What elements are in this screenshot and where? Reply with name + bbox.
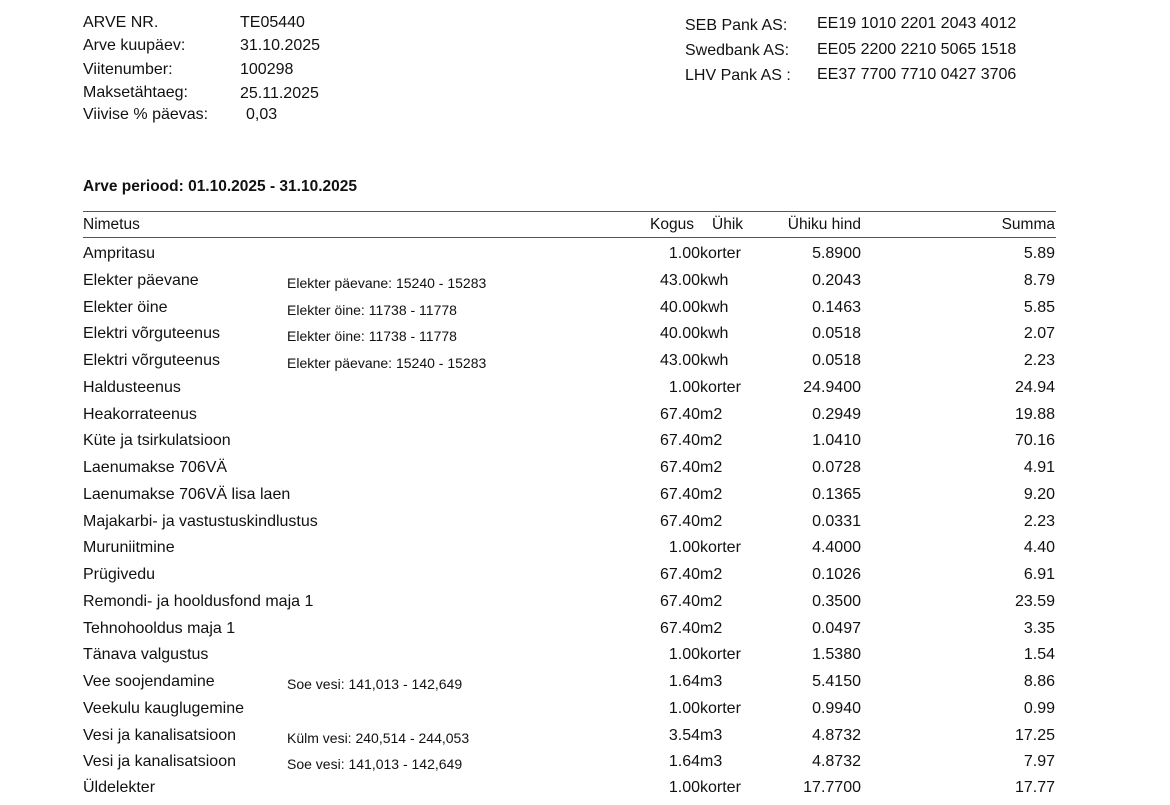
- row-quantity: 1.00: [668, 646, 700, 664]
- row-name: Muruniitmine: [83, 539, 175, 557]
- row-unit-price: 0.2043: [812, 271, 861, 289]
- row-unit: m2: [700, 432, 723, 450]
- row-sum: 23.59: [1014, 592, 1055, 610]
- row-unit: kwh: [700, 298, 729, 316]
- row-meter-note: Elekter öine: 11738 - 11778: [287, 328, 457, 345]
- row-unit-price: 0.0518: [812, 352, 861, 369]
- table-row: [0, 646, 1170, 672]
- row-quantity: 1.00: [668, 699, 700, 717]
- table-row: [0, 352, 1170, 378]
- header-unit-price: Ühiku hind: [787, 216, 861, 233]
- row-unit: m2: [700, 566, 723, 583]
- bank-label-seb: SEB Pank AS:: [685, 17, 788, 34]
- row-quantity: 1.00: [668, 378, 700, 396]
- field-value-invoice-date: 31.10.2025: [240, 37, 321, 54]
- field-value-reference-number: 100298: [240, 61, 294, 78]
- row-unit-price: 4.8732: [812, 753, 861, 771]
- row-sum: 4.40: [1023, 539, 1055, 557]
- row-sum: 8.86: [1023, 673, 1055, 690]
- row-unit-price: 0.1463: [812, 298, 861, 316]
- row-quantity: 67.40: [659, 592, 700, 610]
- row-unit-price: 0.0518: [812, 325, 861, 343]
- row-name: Küte ja tsirkulatsioon: [83, 432, 231, 450]
- row-sum: 17.25: [1014, 726, 1055, 744]
- row-unit: kwh: [700, 271, 729, 289]
- row-sum: 70.16: [1014, 432, 1055, 450]
- row-unit-price: 24.9400: [803, 378, 861, 396]
- field-label-invoice-date: Arve kuupäev:: [83, 37, 186, 54]
- row-sum: 3.35: [1023, 619, 1055, 637]
- row-unit: m2: [700, 459, 723, 476]
- row-name: Heakorrateenus: [83, 405, 197, 423]
- row-quantity: 1.00: [668, 245, 700, 262]
- row-sum: 8.79: [1023, 271, 1055, 289]
- row-unit: m2: [700, 405, 723, 423]
- row-unit: m3: [700, 673, 723, 690]
- row-name: Elektri võrguteenus: [83, 352, 220, 369]
- field-value-invoice-number: TE05440: [240, 14, 305, 31]
- row-quantity: 67.40: [659, 566, 700, 583]
- row-unit: m2: [700, 485, 723, 503]
- row-unit: m2: [700, 512, 723, 530]
- row-sum: 2.23: [1023, 352, 1055, 369]
- row-quantity: 67.40: [659, 405, 700, 423]
- table-row: [0, 593, 1170, 619]
- row-sum: 1.54: [1023, 646, 1055, 664]
- header-sum: Summa: [1001, 216, 1055, 233]
- row-unit-price: 4.4000: [812, 539, 861, 557]
- table-row: [0, 299, 1170, 325]
- bank-label-swedbank: Swedbank AS:: [685, 42, 790, 59]
- row-meter-note: Elekter päevane: 15240 - 15283: [287, 355, 487, 371]
- row-unit: kwh: [700, 352, 729, 369]
- row-unit-price: 4.8732: [812, 726, 861, 744]
- row-quantity: 67.40: [659, 619, 700, 637]
- row-sum: 5.85: [1023, 298, 1055, 316]
- row-sum: 6.91: [1023, 566, 1055, 583]
- table-row: [0, 620, 1170, 646]
- row-meter-note: Soe vesi: 141,013 - 142,649: [287, 756, 463, 773]
- row-unit-price: 1.5380: [812, 646, 861, 664]
- table-row: [0, 566, 1170, 592]
- table-header-bottom-rule: [83, 237, 1056, 238]
- table-row: [0, 486, 1170, 512]
- row-sum: 9.20: [1023, 485, 1055, 503]
- row-unit-price: 5.8900: [812, 245, 861, 262]
- row-unit: korter: [700, 646, 741, 664]
- table-row: [0, 700, 1170, 726]
- row-quantity: 1.64: [668, 753, 700, 771]
- row-meter-note: Soe vesi: 141,013 - 142,649: [287, 676, 463, 692]
- header-unit: Ühik: [712, 216, 744, 233]
- row-name: Elekter öine: [83, 298, 168, 316]
- row-quantity: 43.00: [659, 271, 700, 289]
- row-name: Laenumakse 706VÄ lisa laen: [83, 485, 291, 503]
- table-row-clipped: [0, 779, 1170, 805]
- row-price-clipped: 17.7700: [803, 779, 861, 796]
- row-quantity: 40.00: [659, 325, 700, 343]
- table-row: [0, 459, 1170, 485]
- row-name: Haldusteenus: [83, 378, 181, 396]
- table-row: [0, 406, 1170, 432]
- row-qty-clipped: 1.00: [668, 779, 700, 796]
- bank-iban-lhv: EE37 7700 7710 0427 3706: [817, 66, 1017, 83]
- row-unit-price: 0.1365: [812, 485, 861, 503]
- row-name: Vesi ja kanalisatsioon: [83, 726, 236, 744]
- row-unit-price: 0.0728: [812, 459, 861, 476]
- table-top-rule: [83, 211, 1056, 212]
- bank-iban-seb: EE19 1010 2201 2043 4012: [817, 15, 1017, 32]
- field-value-due-date: 25.11.2025: [240, 85, 319, 102]
- row-unit: m2: [700, 619, 723, 637]
- row-quantity: 3.54: [668, 726, 700, 744]
- row-name: Elektri võrguteenus: [83, 325, 220, 343]
- row-unit-price: 0.1026: [812, 566, 861, 583]
- field-label-reference-number: Viitenumber:: [83, 61, 173, 78]
- row-meter-note: Külm vesi: 240,514 - 244,053: [287, 729, 470, 746]
- header-qty: Kogus: [650, 216, 694, 233]
- header-name: Nimetus: [83, 216, 140, 233]
- field-value-penalty-rate: 0,03: [246, 106, 278, 123]
- row-unit-clipped: korter: [700, 779, 741, 796]
- row-unit-price: 0.0331: [812, 512, 861, 530]
- field-label-invoice-number: ARVE NR.: [83, 14, 159, 31]
- row-unit: korter: [700, 378, 741, 396]
- field-label-due-date: Maksetähtaeg:: [83, 84, 188, 101]
- row-unit: m3: [700, 726, 723, 744]
- row-unit-price: 5.4150: [812, 673, 861, 690]
- row-unit: kwh: [700, 325, 729, 343]
- row-unit-price: 1.0410: [812, 432, 861, 450]
- row-unit-price: 0.0497: [812, 619, 861, 637]
- row-sum: 24.94: [1014, 378, 1055, 396]
- table-row: [0, 272, 1170, 298]
- row-name: Elekter päevane: [83, 271, 199, 289]
- table-row: [0, 539, 1170, 565]
- row-sum: 2.07: [1023, 325, 1055, 343]
- row-unit-price: 0.9940: [812, 699, 861, 717]
- row-name: Remondi- ja hooldusfond maja 1: [83, 592, 314, 610]
- row-unit: korter: [700, 539, 741, 557]
- row-name: Prügivedu: [83, 566, 156, 583]
- bank-iban-swedbank: EE05 2200 2210 5065 1518: [817, 41, 1017, 58]
- row-sum: 4.91: [1023, 459, 1055, 476]
- row-sum: 7.97: [1023, 753, 1055, 771]
- row-sum: 2.23: [1023, 512, 1055, 530]
- table-row: [0, 513, 1170, 539]
- row-unit: korter: [700, 699, 741, 717]
- row-name: Vesi ja kanalisatsioon: [83, 753, 236, 771]
- table-row: [0, 379, 1170, 405]
- row-sum: 0.99: [1023, 699, 1055, 717]
- row-quantity: 40.00: [659, 298, 700, 316]
- row-name: Tänava valgustus: [83, 646, 209, 664]
- row-name: Tehnohooldus maja 1: [83, 619, 236, 637]
- row-quantity: 67.40: [659, 512, 700, 530]
- row-unit: m3: [700, 753, 723, 771]
- row-quantity: 43.00: [659, 352, 700, 369]
- row-sum: 5.89: [1023, 245, 1055, 262]
- row-name: Ampritasu: [83, 245, 156, 262]
- row-name: Laenumakse 706VÄ: [83, 459, 228, 476]
- table-row: [0, 245, 1170, 271]
- table-row: [0, 753, 1170, 779]
- row-unit: korter: [700, 245, 741, 262]
- row-unit: m2: [700, 592, 723, 610]
- row-name: Vee soojendamine: [83, 673, 215, 690]
- row-name: Veekulu kauglugemine: [83, 699, 245, 717]
- row-sum-clipped: 17.77: [1014, 779, 1055, 796]
- row-quantity: 67.40: [659, 485, 700, 503]
- row-quantity: 67.40: [659, 459, 700, 476]
- row-unit-price: 0.2949: [812, 405, 861, 423]
- row-meter-note: Elekter öine: 11738 - 11778: [287, 301, 457, 318]
- field-label-penalty-rate: Viivise % päevas:: [83, 106, 209, 123]
- table-row: [0, 325, 1170, 351]
- table-row: [0, 432, 1170, 458]
- bank-label-lhv: LHV Pank AS :: [685, 67, 791, 84]
- row-meter-note: Elekter päevane: 15240 - 15283: [287, 274, 487, 291]
- table-row: [0, 727, 1170, 753]
- row-unit-price: 0.3500: [812, 592, 861, 610]
- row-name: Majakarbi- ja vastustuskindlustus: [83, 512, 318, 530]
- invoice-period: Arve periood: 01.10.2025 - 31.10.2025: [83, 178, 357, 195]
- table-row: [0, 673, 1170, 699]
- row-name-clipped: Üldelekter: [83, 779, 156, 796]
- row-quantity: 1.00: [668, 539, 700, 557]
- row-quantity: 67.40: [659, 432, 700, 450]
- row-sum: 19.88: [1014, 405, 1055, 423]
- row-quantity: 1.64: [668, 673, 700, 690]
